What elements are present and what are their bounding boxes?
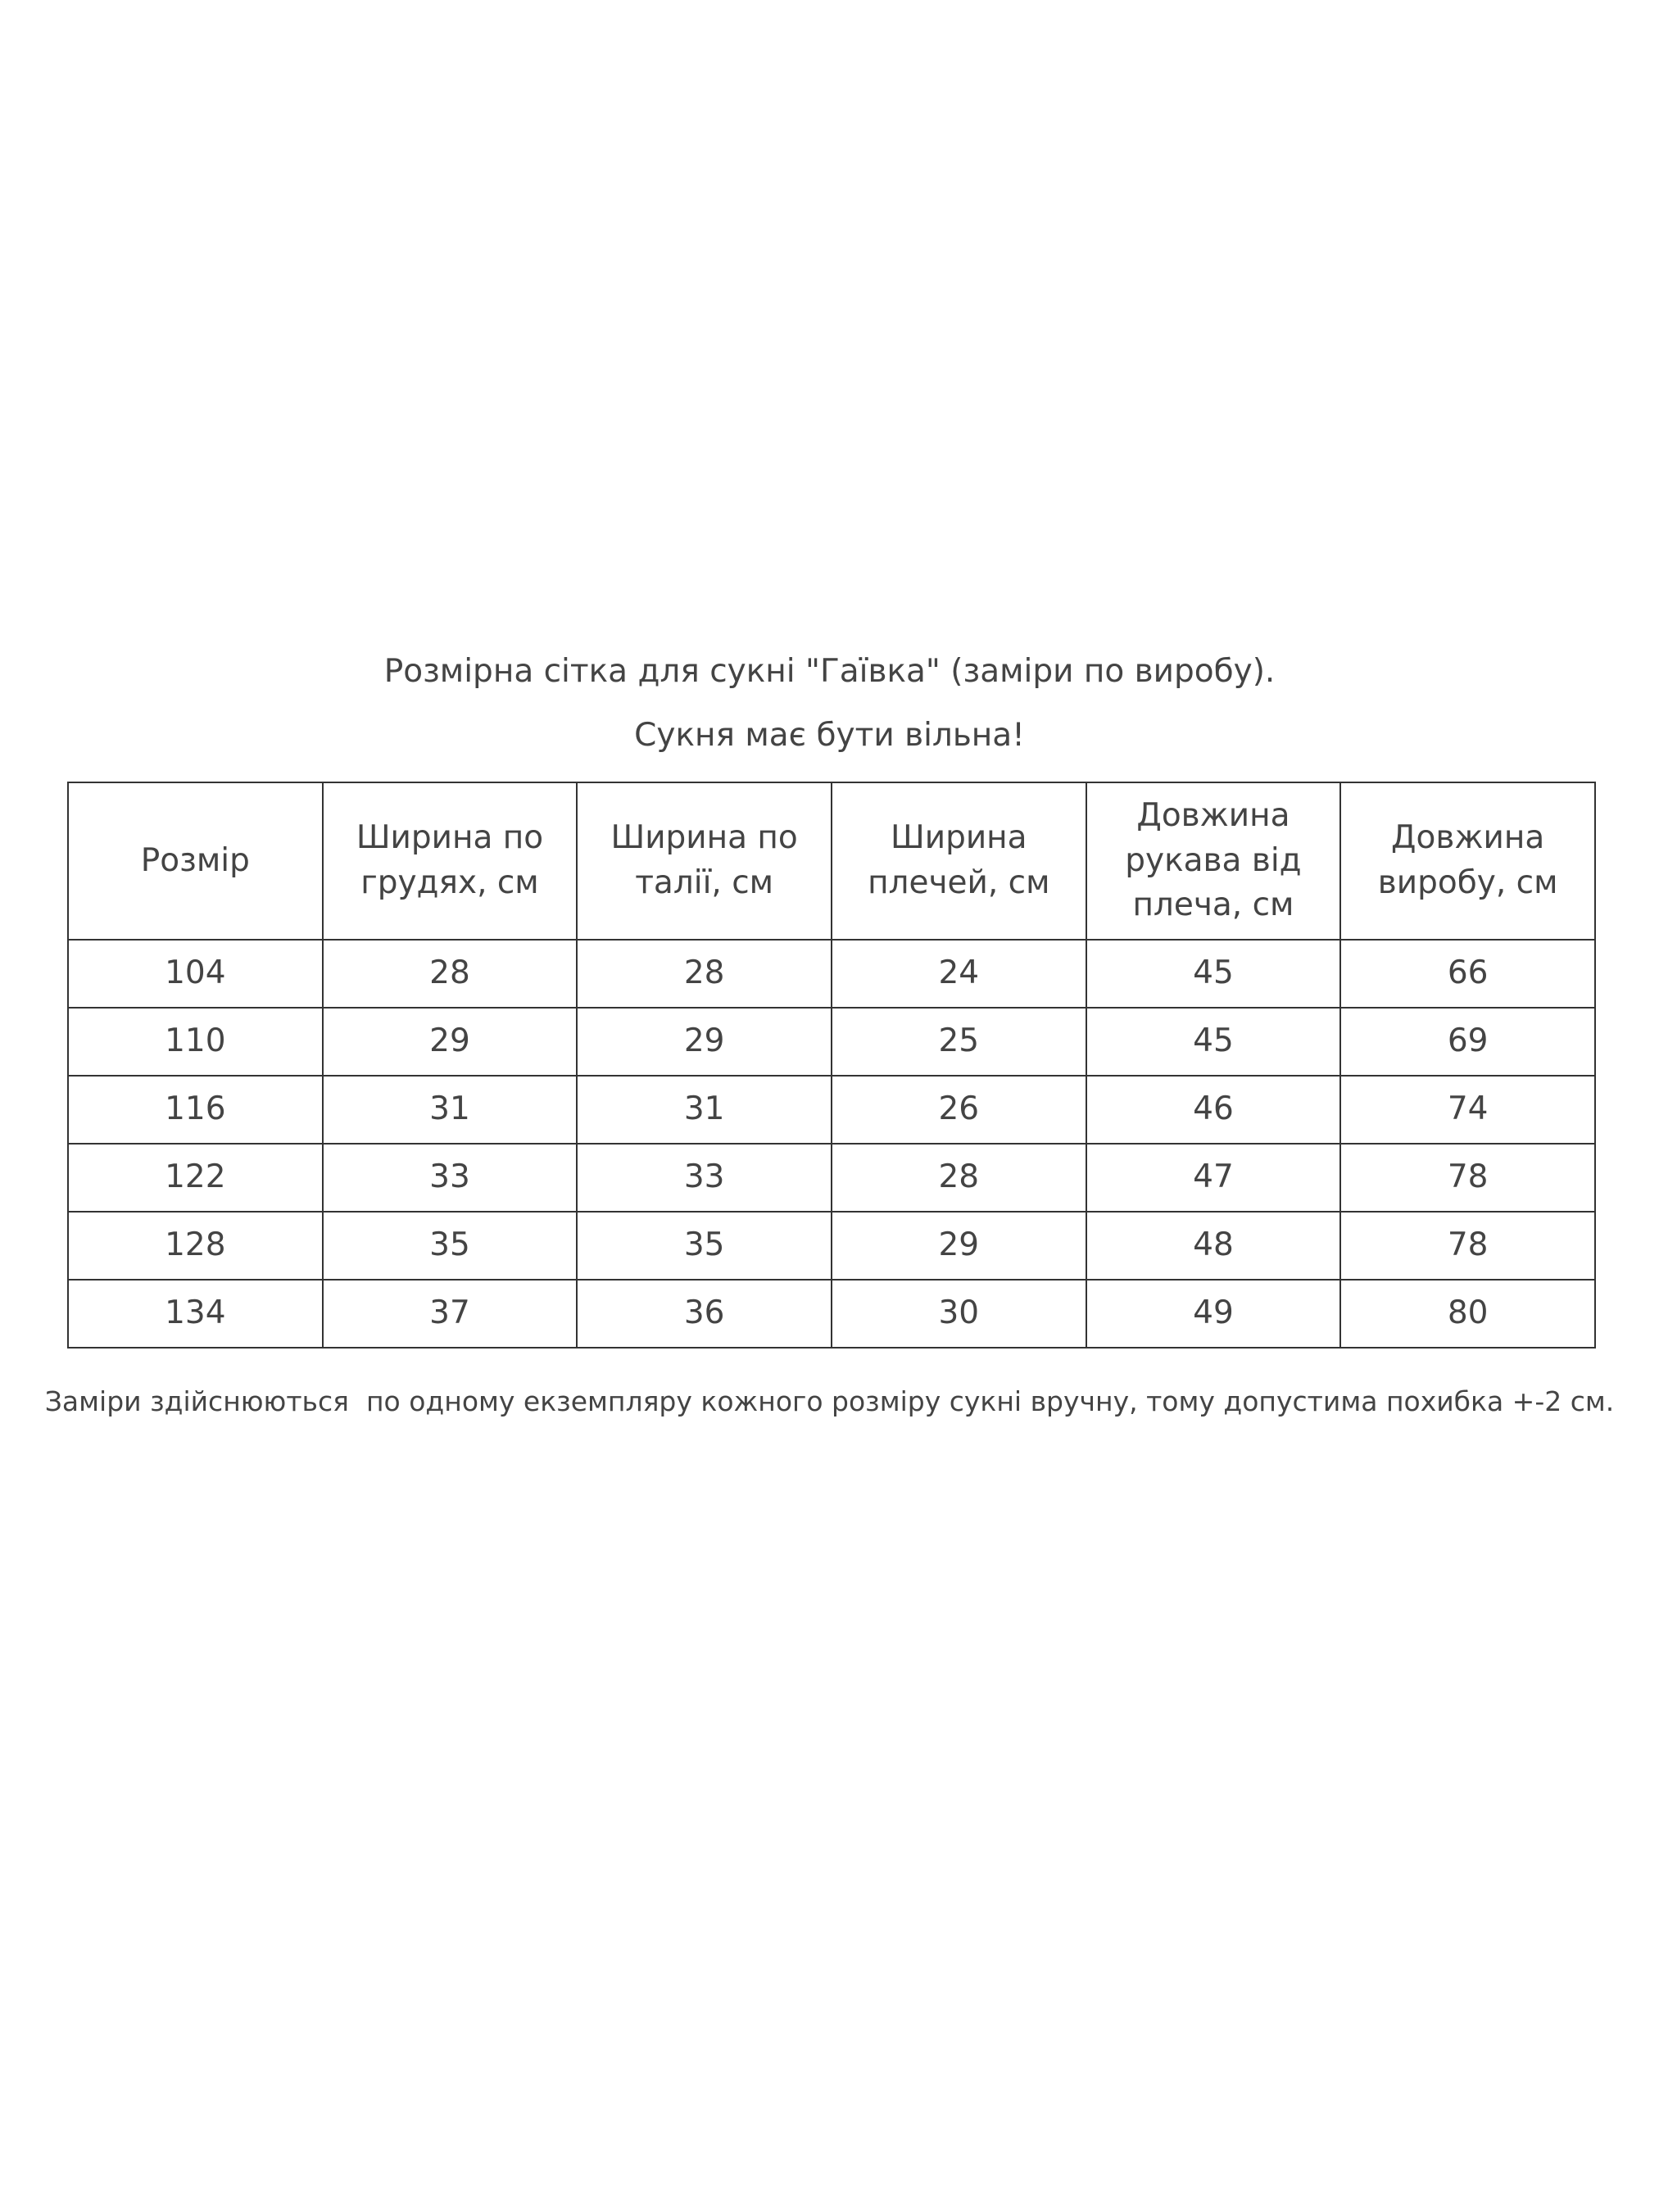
- cell-garment-length: 80: [1340, 1280, 1595, 1348]
- cell-sleeve-length: 46: [1086, 1076, 1341, 1144]
- header-shoulder-width: Ширина плечей, см: [832, 782, 1086, 940]
- cell-size: 110: [68, 1008, 323, 1076]
- cell-garment-length: 74: [1340, 1076, 1595, 1144]
- cell-chest-width: 33: [323, 1144, 578, 1212]
- cell-shoulder-width: 30: [832, 1280, 1086, 1348]
- cell-size: 134: [68, 1280, 323, 1348]
- table-row: [68, 1280, 1595, 1348]
- page-title: Розмірна сітка для сукні "Гаївка" (заміри по виробу).: [383, 653, 1276, 690]
- cell-chest-width: 29: [323, 1008, 578, 1076]
- cell-garment-length: 66: [1340, 940, 1595, 1008]
- cell-sleeve-length: 45: [1086, 940, 1341, 1008]
- table-row: [68, 1212, 1595, 1280]
- cell-chest-width: 31: [323, 1076, 578, 1144]
- cell-chest-width: 35: [323, 1212, 578, 1280]
- header-waist-width: Ширина по талії, см: [577, 782, 832, 940]
- table-header: [68, 782, 1595, 940]
- cell-size: 104: [68, 940, 323, 1008]
- table-row: [68, 1076, 1595, 1144]
- cell-garment-length: 69: [1340, 1008, 1595, 1076]
- cell-sleeve-length: 48: [1086, 1212, 1341, 1280]
- cell-size: 116: [68, 1076, 323, 1144]
- table-row: [68, 1144, 1595, 1212]
- header-chest-width: Ширина по грудях, см: [323, 782, 578, 940]
- cell-shoulder-width: 25: [832, 1008, 1086, 1076]
- cell-sleeve-length: 49: [1086, 1280, 1341, 1348]
- table-row: [68, 940, 1595, 1008]
- cell-waist-width: 28: [577, 940, 832, 1008]
- cell-shoulder-width: 26: [832, 1076, 1086, 1144]
- cell-shoulder-width: 29: [832, 1212, 1086, 1280]
- page-subtitle: Сукня має бути вільна!: [634, 717, 1025, 754]
- cell-waist-width: 36: [577, 1280, 832, 1348]
- cell-garment-length: 78: [1340, 1144, 1595, 1212]
- table-body: [68, 940, 1595, 1348]
- table-row: [68, 1008, 1595, 1076]
- header-garment-length: Довжина виробу, см: [1340, 782, 1595, 940]
- cell-size: 122: [68, 1144, 323, 1212]
- header-size: Розмір: [68, 782, 323, 940]
- cell-size: 128: [68, 1212, 323, 1280]
- cell-chest-width: 37: [323, 1280, 578, 1348]
- cell-waist-width: 33: [577, 1144, 832, 1212]
- cell-sleeve-length: 45: [1086, 1008, 1341, 1076]
- cell-shoulder-width: 28: [832, 1144, 1086, 1212]
- header-sleeve-length: Довжина рукава від плеча, см: [1086, 782, 1341, 940]
- cell-waist-width: 29: [577, 1008, 832, 1076]
- cell-chest-width: 28: [323, 940, 578, 1008]
- cell-garment-length: 78: [1340, 1212, 1595, 1280]
- table-header-row: [68, 782, 1595, 940]
- cell-shoulder-width: 24: [832, 940, 1086, 1008]
- cell-sleeve-length: 47: [1086, 1144, 1341, 1212]
- size-chart-table: [67, 782, 1596, 1349]
- measurement-note: Заміри здійснюються по одному екземпляру кожного розміру сукні вручну, тому допустима похибка +-2 см.: [44, 1385, 1615, 1417]
- cell-waist-width: 31: [577, 1076, 832, 1144]
- cell-waist-width: 35: [577, 1212, 832, 1280]
